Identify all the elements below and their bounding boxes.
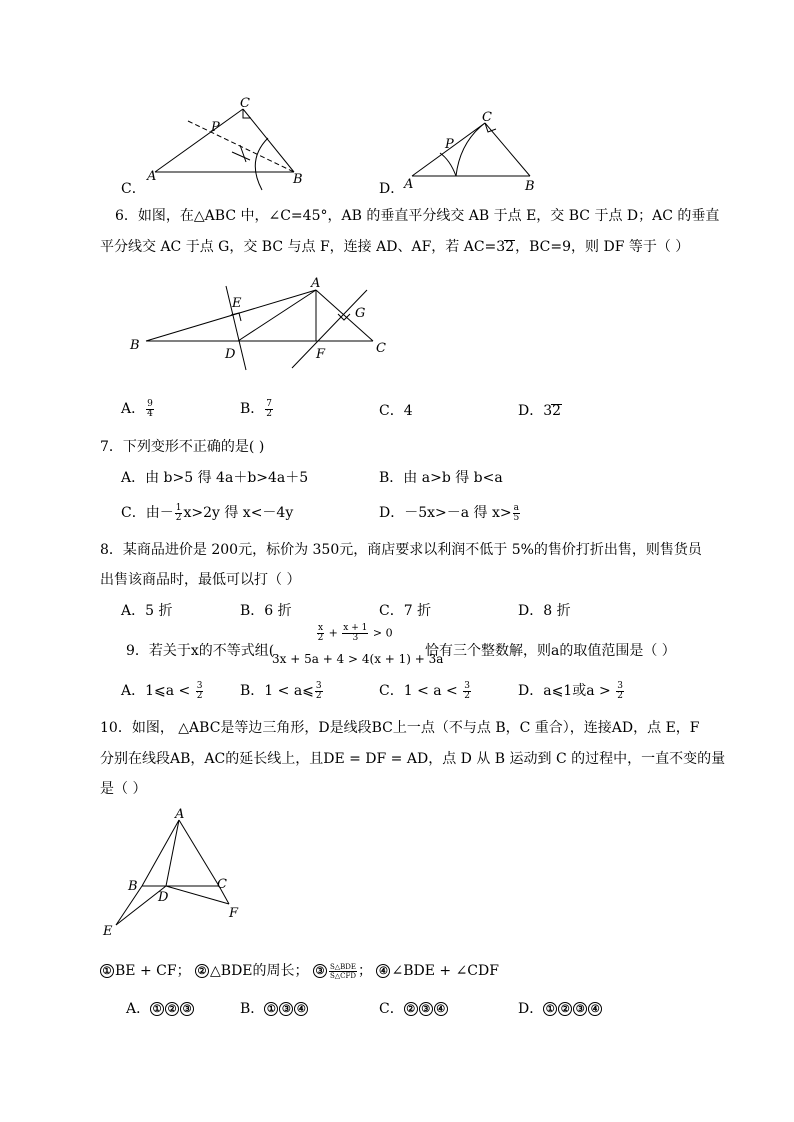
q9-option-b: B．1 < a⩽ $\frac{3}{2}$ [240, 680, 322, 701]
q9-option-a: A．1⩽a < $\frac{3}{2}$ [121, 680, 203, 701]
q10-label-e: E [103, 924, 113, 939]
q10-option-b: B． ① ③ ④ [240, 998, 309, 1018]
q10-label-b: B [128, 879, 138, 894]
q10-stem-line1: 10．如图， △ABC是等边三角形，D是线段BC上一点（不与点 B，C 重合），连接AD，点 E，F [100, 720, 700, 736]
q9-stem-pre: 9．若关于x的不等式组( [126, 643, 275, 659]
q6-label-a: A [311, 276, 321, 291]
q10-stem-line2: 分别在线段AB，AC的延长线上，且DE = DF = AD，点 D 从 B 运动到 C 的过程中，一直不变的量 [100, 751, 726, 767]
q6-option-c: C．4 [379, 403, 413, 419]
q10-option-c: C． ② ③ ④ [379, 998, 449, 1018]
q8-stem-line1: 8．某商品进价是 200元，标价为 350元，商店要求以利润不低于 5%的售价打折出售，则售货员 [100, 542, 702, 558]
q7-option-c: C．由－ $\frac{1}{2}$ x>2y 得 x<－4y [121, 502, 294, 523]
q5d-label-p: P [445, 137, 454, 152]
q5c-label-p: P [211, 120, 220, 135]
q6-option-d: D．32 [518, 403, 562, 419]
q9-inequality-1: $\frac{x}{2}$ + $\frac{x + 1}{3}$ > 0 [317, 623, 393, 643]
q10-statements: ① BE + CF； ② △BDE的周长； ③ $\frac{\text{S△BDE}}{\text{S△CFD}}$ ； ④ ∠BDE + ∠CDF [100, 960, 499, 980]
q10-label-a: A [175, 807, 185, 822]
q5c-label-a: A [147, 169, 157, 184]
q7-option-b: B．由 a>b 得 b<a [379, 470, 503, 486]
q9-option-d: D．a⩽1或a > $\frac{3}{2}$ [518, 680, 623, 701]
q5d-label-b: B [525, 179, 535, 194]
q8-option-a: A．5 折 [121, 603, 173, 619]
q6-option-b: B． $\frac{7}{2}$ [240, 398, 273, 419]
q7-option-d: D．－5x>－a 得 x> $\frac{a}{5}$ [379, 502, 520, 523]
q5c-label-b: B [293, 172, 303, 187]
q7-stem: 7．下列变形不正确的是( ) [100, 439, 265, 455]
q6-option-a: A． $\frac{9}{4}$ [121, 398, 153, 419]
q8-stem-line2: 出售该商品时，最低可以打（ ） [100, 572, 301, 588]
q9-option-c: C．1 < a < $\frac{3}{2}$ [379, 680, 470, 701]
q6-label-b: B [130, 338, 140, 353]
q6-stem-line2: 平分线交 AC 于点 G，交 BC 与点 F，连接 AD、AF，若 AC=32，BC=9，则 DF 等于（ ） [100, 239, 690, 255]
q10-option-a: A． ① ② ③ [126, 998, 195, 1018]
q6-label-e: E [232, 296, 242, 311]
q8-option-b: B．6 折 [240, 603, 292, 619]
q10-label-f: F [229, 906, 239, 921]
q5c-label-c: C [240, 96, 250, 111]
q5-option-d-label: D． [379, 181, 405, 197]
q6-label-c: C [376, 341, 386, 356]
q5d-label-c: C [482, 110, 492, 125]
q5-option-c-label: C． [121, 181, 146, 197]
q6-label-f: F [316, 347, 326, 362]
q8-option-d: D．8 折 [518, 603, 571, 619]
q6-label-g: G [355, 306, 366, 321]
q9-inequality-2: 3x + 5a + 4 > 4(x + 1) + 3a [272, 652, 444, 666]
q7-option-a: A．由 b>5 得 4a＋b>4a＋5 [121, 470, 309, 486]
q5d-label-a: A [404, 177, 414, 192]
q10-label-c: C [217, 877, 227, 892]
q10-option-d: D． ① ② ③ ④ [518, 998, 603, 1018]
q8-option-c: C．7 折 [379, 603, 432, 619]
q9-stem-post: 恰有三个整数解，则a的取值范围是（ ） [425, 643, 676, 659]
q6-label-d: D [225, 347, 236, 362]
q10-label-d: D [158, 890, 169, 905]
q6-stem-line1: 6．如图，在△ABC 中，∠C=45°，AB 的垂直平分线交 AB 于点 E，交 BC 于点 D；AC 的垂直 [115, 208, 720, 224]
q6-sqrt: 2 [505, 239, 515, 255]
q10-stem-line3: 是（ ） [100, 781, 147, 797]
